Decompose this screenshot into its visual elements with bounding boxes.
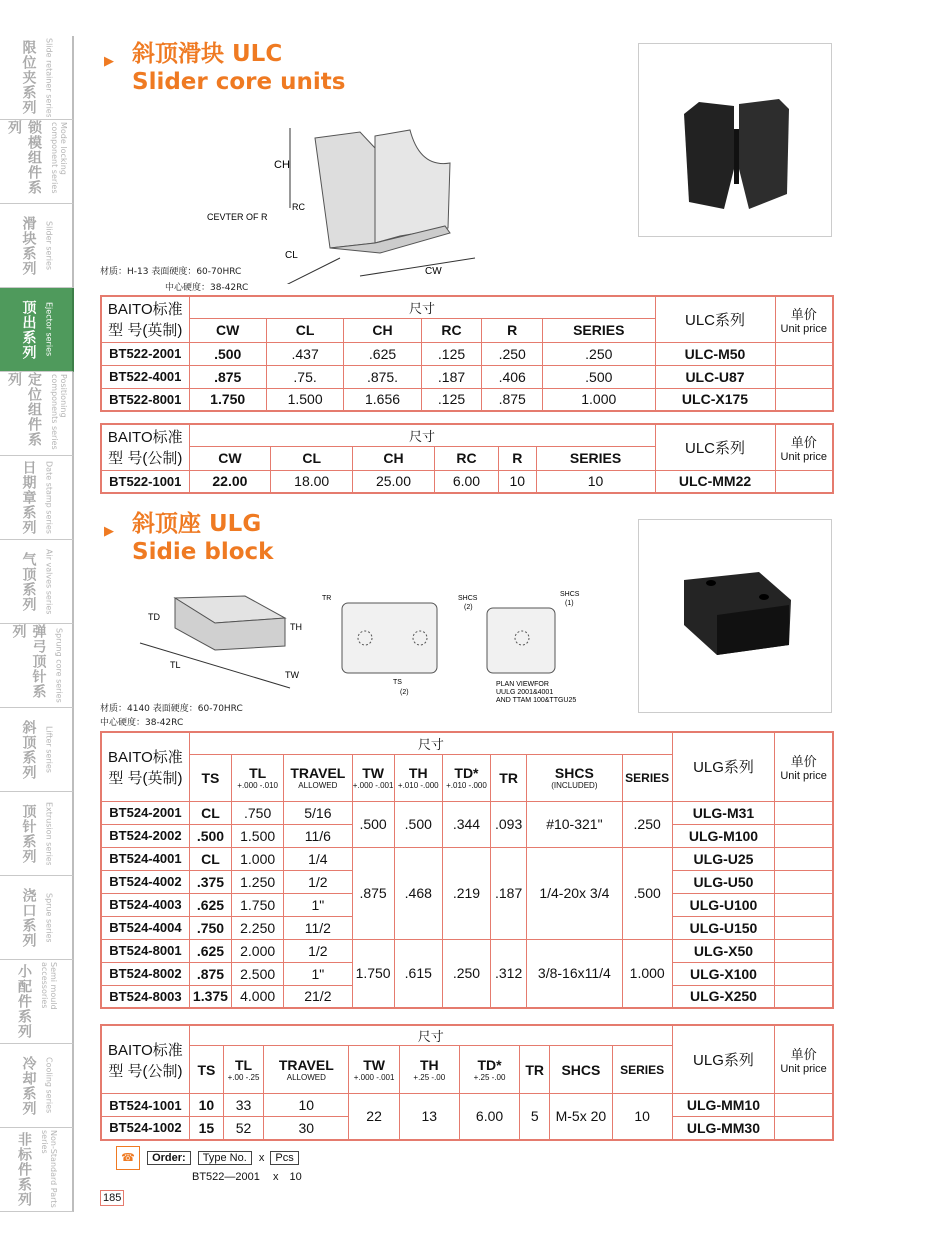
sidebar-item-label: 浇口系列 [20,887,37,948]
sidebar-item-en: Positioning components series [50,373,68,450]
sidebar-item-en: Non-Standard Parts series [40,1129,58,1208]
table-row: BT524-1002 15 52 30 ULG-MM30 [101,1117,833,1140]
price-header: 单价 Unit price [775,296,833,342]
dimension-header: 尺寸 [189,424,655,446]
tw-label: TW [285,670,299,680]
table-row: BT524-8002 .875 2.500 1" ULG-X100 [101,962,833,985]
triangle-icon: ▶ [104,524,114,539]
col-r: R [482,318,543,342]
sidebar-item-en: Air valves series [44,548,54,615]
col-rc: RC [421,318,482,342]
sidebar-item-en: Date stamp series [44,461,54,534]
ulg-material: 材质：4140 表面硬度：60-70HRC [100,704,243,714]
col-rc: RC [434,446,498,470]
series-header: ULC系列 [655,296,775,342]
price-header: 单价 Unit price [775,1025,833,1094]
col-tw: TW +.000 -.001 [349,1046,399,1094]
col-series: SERIES [622,754,672,801]
table-row: BT524-4004 .750 2.250 11/2 ULG-U150 [101,916,833,939]
table-row: BT522-8001 1.750 1.500 1.656 .125 .875 1.000 ULC-X175 [101,388,833,411]
col-series: SERIES [543,318,655,342]
col-tl: TL +.000 -.010 [232,754,284,801]
sidebar-item[interactable] [0,540,74,624]
shcs2-label: SHCS [458,595,478,602]
table-row: BT524-1001 10 33 10 22 13 6.00 5 M-5x 20 10 ULG-MM10 [101,1094,833,1117]
ulc-product-photo [638,43,832,237]
dimension-header: 尺寸 [189,732,672,754]
price-header: 单价 Unit price [775,424,833,470]
col-tr: TR [520,1046,550,1094]
model-header: BAITO标准 型 号(英制) [101,732,189,801]
tr-label: TR [322,595,332,602]
series-header: ULG系列 [672,732,774,801]
ulc-core-hardness: 中心硬度：38-42RC [165,283,249,293]
sidebar-item[interactable] [0,120,74,204]
table-row: BT524-2001 CL .750 5/16 .500 .500 .344 .093 #10-321" .250 ULG-M31 [101,801,833,824]
table-row: BT524-4002 .375 1.250 1/2 ULG-U50 [101,870,833,893]
plan-label-2: UULG 2001&4001 [496,689,554,696]
col-r: R [499,446,537,470]
ulc-metric-table [100,423,834,494]
cl-label: CL [285,250,298,261]
example-qty: 10 [289,1171,302,1183]
col-th: TH +.25 -.00 [399,1046,459,1094]
col-shcs: SHCS (INCLUDED) [527,754,622,801]
sidebar-item[interactable] [0,708,74,792]
ulg-title [104,510,404,566]
col-td: TD* +.25 -.00 [459,1046,519,1094]
ulg-imperial-table [100,731,834,1009]
col-ch: CH [353,446,435,470]
sidebar-item-en: Lifter series [44,726,54,773]
sidebar [0,36,74,1212]
model-header: BAITO标准 型 号(公制) [101,424,189,470]
sidebar-item[interactable] [0,1044,74,1128]
col-cl: CL [266,318,343,342]
sidebar-item-label: 滑块系列 [20,215,37,276]
ts-count: (2) [400,689,409,696]
col-cw: CW [189,446,271,470]
sidebar-item-label: 冷却系列 [20,1055,37,1116]
phone-icon: ☎ [116,1146,140,1170]
sidebar-item-label: 限位夹系列 [20,40,37,115]
table-row: BT524-8003 1.375 4.000 21/2 ULG-X250 [101,985,833,1008]
sidebar-item-label: 顶出系列 [20,299,37,360]
col-ts: TS [189,1046,223,1094]
ulc-diagram [200,108,500,284]
sidebar-item-active[interactable] [0,288,74,372]
sidebar-item[interactable] [0,876,74,960]
col-tw: TW +.000 -.001 [352,754,394,801]
ulg-core-hardness: 中心硬度：38-42RC [100,718,184,728]
sidebar-item-label: 锁模组件系列 [6,120,42,195]
ulg-metric-table [100,1024,834,1141]
sidebar-item-en: Slider series [44,220,54,271]
sidebar-item-en: Extrusion series [44,801,54,866]
dimension-header: 尺寸 [189,296,655,318]
ulc-material: 材质：H-13 表面硬度：60-70HRC [100,267,242,277]
shcs2-count: (2) [464,604,473,611]
order-label: Order: [147,1151,191,1165]
table-row: BT524-4001 CL 1.000 1/4 .875 .468 .219 .187 1/4-20x 3/4 .500 ULG-U25 [101,847,833,870]
type-no-label: Type No. [198,1151,252,1165]
page-number: 185 [100,1190,124,1206]
col-shcs: SHCS [550,1046,612,1094]
col-series: SERIES [612,1046,672,1094]
sidebar-item-en: Semi mould accessories [40,961,58,1010]
col-cw: CW [189,318,266,342]
ulg-title-cn: 斜顶座 ULG [132,511,262,537]
sidebar-item[interactable] [0,624,74,708]
ulg-product-photo [638,519,832,713]
model-header: BAITO标准 型 号(公制) [101,1025,189,1094]
example-x: x [272,1171,279,1183]
ch-label: CH [274,159,290,171]
sidebar-item-label: 日期章系列 [20,460,37,535]
triangle-icon: ▶ [104,54,114,69]
sidebar-item-en: Sprue series [44,892,54,943]
table-row: BT524-2002 .500 1.500 11/6 ULG-M100 [101,824,833,847]
pcs-label: Pcs [270,1151,298,1165]
sidebar-item-label: 顶针系列 [20,803,37,864]
plan-label-1: PLAN VIEWFOR [496,681,549,688]
col-travel: TRAVEL ALLOWED [264,1046,349,1094]
col-td: TD* +.010 -.000 [442,754,490,801]
order-example [192,1171,303,1183]
ulg-diagram [130,588,610,708]
sidebar-item-label: 非标件系列 [16,1132,32,1207]
col-travel: TRAVEL ALLOWED [284,754,352,801]
ts-label: TS [393,679,402,686]
model-header: BAITO标准 型 号(英制) [101,296,189,342]
series-header: ULG系列 [672,1025,774,1094]
sidebar-item[interactable] [0,1128,74,1212]
col-ch: CH [344,318,421,342]
ulc-title-en: Slider core units [132,69,346,95]
sidebar-item-en: Ejector series [44,302,54,357]
sidebar-item[interactable] [0,456,74,540]
table-row: BT522-2001 .500 .437 .625 .125 .250 .250 ULC-M50 [101,342,833,365]
times-label: x [258,1151,265,1164]
sidebar-item-label: 气顶系列 [20,551,37,612]
table-row: BT522-4001 .875 .75. .875. .187 .406 .500 ULC-U87 [101,365,833,388]
table-row: BT524-4003 .625 1.750 1" ULG-U100 [101,893,833,916]
th-label: TH [290,622,302,632]
table-row: BT522-1001 22.00 18.00 25.00 6.00 10 10 ULC-MM22 [101,470,833,493]
plan-label-3: AND TTAM 100&TTGU25 [496,697,577,704]
ulc-title [104,40,404,96]
col-series: SERIES [536,446,655,470]
series-header: ULC系列 [655,424,775,470]
sidebar-item[interactable] [0,960,74,1044]
sidebar-item[interactable] [0,792,74,876]
sidebar-item-en: Slide retainer series [44,37,54,118]
table-row: BT524-8001 .625 2.000 1/2 1.750 .615 .250 .312 3/8-16x11/4 1.000 ULG-X50 [101,939,833,962]
ulc-imperial-table [100,295,834,412]
sidebar-item-label: 弹弓顶针系列 [10,624,47,699]
ulc-title-cn: 斜顶滑块 ULC [132,41,283,67]
sidebar-item[interactable] [0,36,74,120]
ulg-title-en: Sidie block [132,539,274,565]
tl-label: TL [170,660,181,670]
shcs1-label: SHCS [560,591,580,598]
td-label: TD [148,612,160,622]
col-tl: TL +.00 -.25 [223,1046,263,1094]
sidebar-item-label: 小配件系列 [16,964,32,1039]
example-type: BT522—2001 [192,1171,260,1183]
sidebar-item[interactable] [0,372,74,456]
price-header: 单价 Unit price [775,732,833,801]
col-ts: TS [189,754,231,801]
sidebar-item-label: 斜顶系列 [20,719,37,780]
sidebar-item-en: Sprung core series [54,628,64,703]
sidebar-item-label: 定位组件系列 [6,372,42,447]
sidebar-item[interactable] [0,204,74,288]
dimension-header: 尺寸 [189,1025,672,1046]
col-th: TH +.010 -.000 [394,754,442,801]
rc-label: RC [292,202,305,212]
cw-label: CW [425,266,442,277]
center-label: CEVTER OF R [207,212,268,222]
order-info [116,1146,303,1183]
sidebar-item-en: Mode locking component series [50,121,68,193]
sidebar-item-en: Cooling series [44,1057,54,1114]
shcs1-count: (1) [565,600,574,607]
col-tr: TR [491,754,527,801]
col-cl: CL [271,446,353,470]
